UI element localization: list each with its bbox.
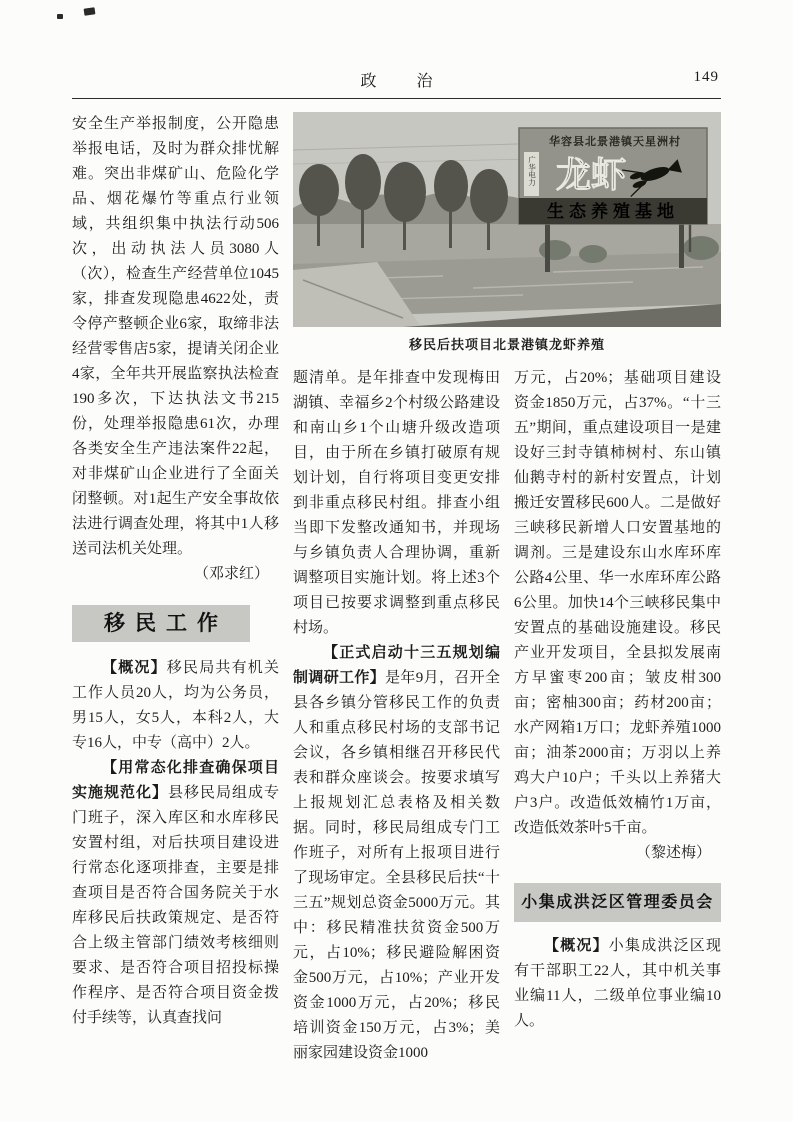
page-content xyxy=(72,112,721,1066)
page-header xyxy=(72,68,721,99)
billboard-subtitle: 生态养殖基地 xyxy=(547,202,679,221)
entry-text: 是年9月，召开全县各乡镇分管移民工作的负责人和重点移民村场的支部书记会议，各乡镇相继召开移民代表和群众座谈会。按要求填写上报规划汇总表格及相关数据。同时，移民局组成专门工作班子，对所有上报项目进行了现场审定。全县移民后扶“十三五”规划总资金5000万元。其中：移民精准扶贫资金500万元，占10%；移民避险解困资金500万元，占10%；产业开发资金1000万元，占20%；移民培训资金150万元，占3%；美丽家园建设资金1000 xyxy=(293,670,500,1061)
entry-paragraph xyxy=(72,756,279,1031)
scan-artifact xyxy=(57,14,63,19)
photo-caption: 移民后扶项目北景港镇龙虾养殖 xyxy=(408,337,605,352)
paragraph-continuation: 万元，占20%；基础项目建设资金1850万元，占37%。“十三五”期间，重点建设项目一是建设好三封寺镇柿树村、东山镇仙鹅寺村的新村安置点，计划搬迁安置移民600人。二是做好三峡移民新增人口安置基地的调剂。三是建设东山水库环库公路4公里、华一水库环库公路6公里。加快14个三峡移民集中安置点的基础设施建设。移民产业开发项目，全县拟发展南方早蜜枣200亩；皱皮柑300亩；密柚300亩；药材200亩；水产网箱1万口；龙虾养殖1000亩；油茶2000亩；万羽以上养鸡大户10户；千头以上养猪大户3户。改造低效楠竹1万亩，改造低效茶叶5千亩。 xyxy=(514,370,721,836)
column-2 xyxy=(293,366,500,1066)
section-header-migration-work: 移民工作 xyxy=(72,605,250,642)
author-credit: （邓求红） xyxy=(193,566,269,582)
billboard-title: 龙虾 xyxy=(555,156,627,195)
entry-text: 小集成洪泛区现有干部职工22人，其中机关事业编11人，二级单位事业编10人。 xyxy=(514,938,721,1029)
billboard-leg xyxy=(545,220,550,272)
billboard-leg xyxy=(679,220,684,268)
entry-heading: 【概况】 xyxy=(544,938,609,954)
entry-paragraph xyxy=(514,934,721,1034)
paragraph-continuation: 安全生产举报制度，公开隐患举报电话，及时为群众排忧解难。突出非煤矿山、危险化学品、烟花爆竹等重点行业领域，共组织集中执法行动506次，出动执法人员3080人（次），检查生产经营单位1045家，排查发现隐患4622处，责令停产整顿企业6家，取缔非法经营零售店5家，提请关闭企业4家，全年共开展监察执法检查190多次，下达执法文书215份，处理举报隐患61次，办理各类安全生产违法案件22起，对非煤矿山企业进行了全面关闭整顿。对1起生产安全事故依法进行调查处理，将其中1人移送司法机关处理。 xyxy=(72,116,279,557)
entry-text: 县移民局组成专门班子，深入库区和水库移民安置村组，对后扶项目建设进行常态化逐项排查，主要是排查项目是否符合国务院关于水库移民后扶政策规定、是否符合上级主管部门绩效考核细则要求、是否符合项目招投标操作程序、是否符合项目资金拨付手续等，认真查找问 xyxy=(72,785,279,1026)
lower-columns xyxy=(293,366,721,1066)
paragraph-continuation: 题清单。是年排查中发现梅田湖镇、幸福乡2个村级公路建设和南山乡1个山塘升级改造项目，由于所在乡镇打破原有规划计划，自行将项目变更安排到非重点移民村组。排查小组当即下发整改通知书，并现场与乡镇负责人合理协调，重新调整项目实施计划。将上述3个项目已按要求调整到重点移民村场。 xyxy=(293,370,500,636)
running-head: 政 治 xyxy=(360,73,445,90)
entry-heading: 【正式启动十三五规划编制调研工作】 xyxy=(293,645,500,686)
entry-heading: 【用常态化排查确保项目实施规范化】 xyxy=(72,760,279,801)
billboard-side-text: 广华电力 xyxy=(527,156,537,186)
photo xyxy=(293,112,721,327)
page-number: 149 xyxy=(693,69,719,85)
section-header-floodzone-committee: 小集成洪泛区管理委员会 xyxy=(514,883,721,922)
column-3 xyxy=(514,366,721,1066)
author-credit: （黎述梅） xyxy=(635,845,711,861)
right-region xyxy=(293,112,721,1066)
billboard-top-line: 华容县北景港镇天星洲村 xyxy=(549,136,681,148)
entry-paragraph xyxy=(72,656,279,756)
entry-heading: 【概况】 xyxy=(102,660,167,676)
photo-figure xyxy=(293,112,721,366)
column-1 xyxy=(72,112,279,1066)
scan-artifact xyxy=(84,7,96,15)
entry-text: 移民局共有机关工作人员20人，均为公务员，男15人，女5人，本科2人，大专16人，中专（高中）2人。 xyxy=(72,660,279,751)
entry-paragraph xyxy=(293,641,500,1066)
